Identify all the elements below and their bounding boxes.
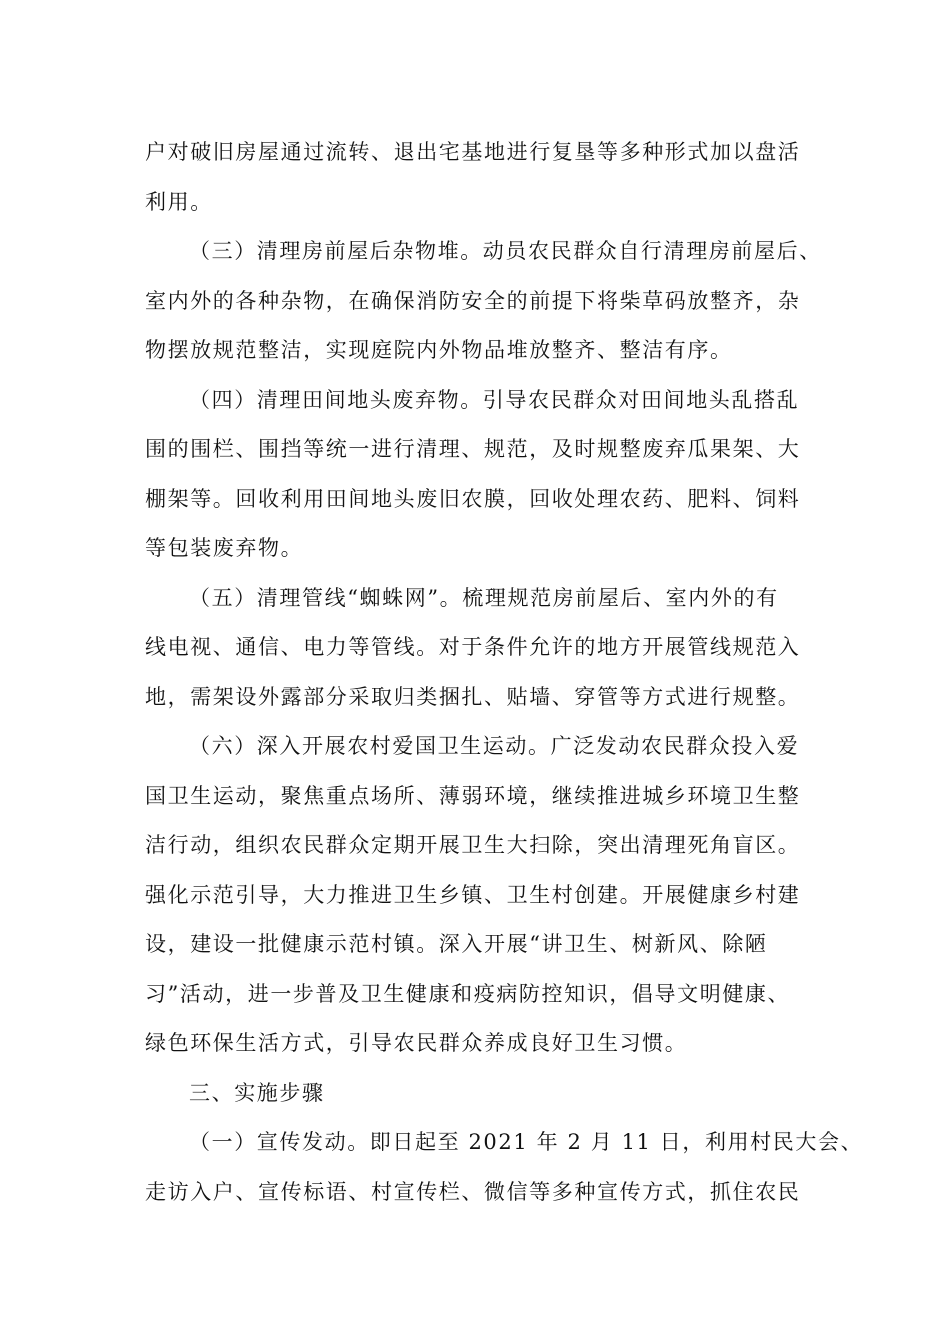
text-line: 走访入户、宣传标语、村宣传栏、微信等多种宣传方式，抓住农民 [145,1179,801,1204]
text-line: 地，需架设外露部分采取归类捆扎、贴墙、穿管等方式进行规整。 [145,684,801,709]
paragraph-start-line: （四）清理田间地头废弃物。引导农民群众对田间地头乱搭乱 [189,387,800,412]
text-line: 等包装废弃物。 [145,536,304,560]
text-line: 国卫生运动，聚焦重点场所、薄弱环境，继续推进城乡环境卫生整 [145,783,801,808]
text-line: 绿色环保生活方式，引导农民群众养成良好卫生习惯。 [145,1031,688,1055]
document-body [145,128,864,1217]
text-line: 室内外的各种杂物，在确保消防安全的前提下将柴草码放整齐，杂 [145,288,801,313]
section-heading: 三、实施步骤 [189,1080,325,1105]
text-line: 户对破旧房屋通过流转、退出宅基地进行复垦等多种形式加以盘活 [145,140,801,164]
text-line: 习”活动，进一步普及卫生健康和疫病防控知识，倡导文明健康、 [145,981,791,1006]
paragraph-start-line: （一）宣传发动。即日起至 2021 年 2 月 11 日，利用村民大会、 [189,1130,864,1154]
paragraph-start-line: （六）深入开展农村爱国卫生运动。广泛发动农民群众投入爱 [189,734,800,758]
text-line: 利用。 [145,189,213,214]
text-line: 围的围栏、围挡等统一进行清理、规范，及时规整废弃瓜果架、大 [145,437,801,461]
text-line: 洁行动，组织农民群众定期开展卫生大扫除，突出清理死角盲区。 [145,833,801,857]
text-line: 强化示范引导，大力推进卫生乡镇、卫生村创建。开展健康乡村建 [145,882,801,907]
text-line: 物摆放规范整洁，实现庭院内外物品堆放整齐、整洁有序。 [145,338,733,362]
text-line: 设，建设一批健康示范村镇。深入开展“讲卫生、树新风、除陋 [145,932,768,956]
paragraph-start-line: （五）清理管线“蜘蛛网”。梳理规范房前屋后、室内外的有 [189,585,779,610]
text-line: 线电视、通信、电力等管线。对于条件允许的地方开展管线规范入 [145,635,801,659]
text-line: 棚架等。回收利用田间地头废旧农膜，回收处理农药、肥料、饲料 [145,486,801,511]
paragraph-start-line: （三）清理房前屋后杂物堆。动员农民群众自行清理房前屋后、 [189,239,822,263]
